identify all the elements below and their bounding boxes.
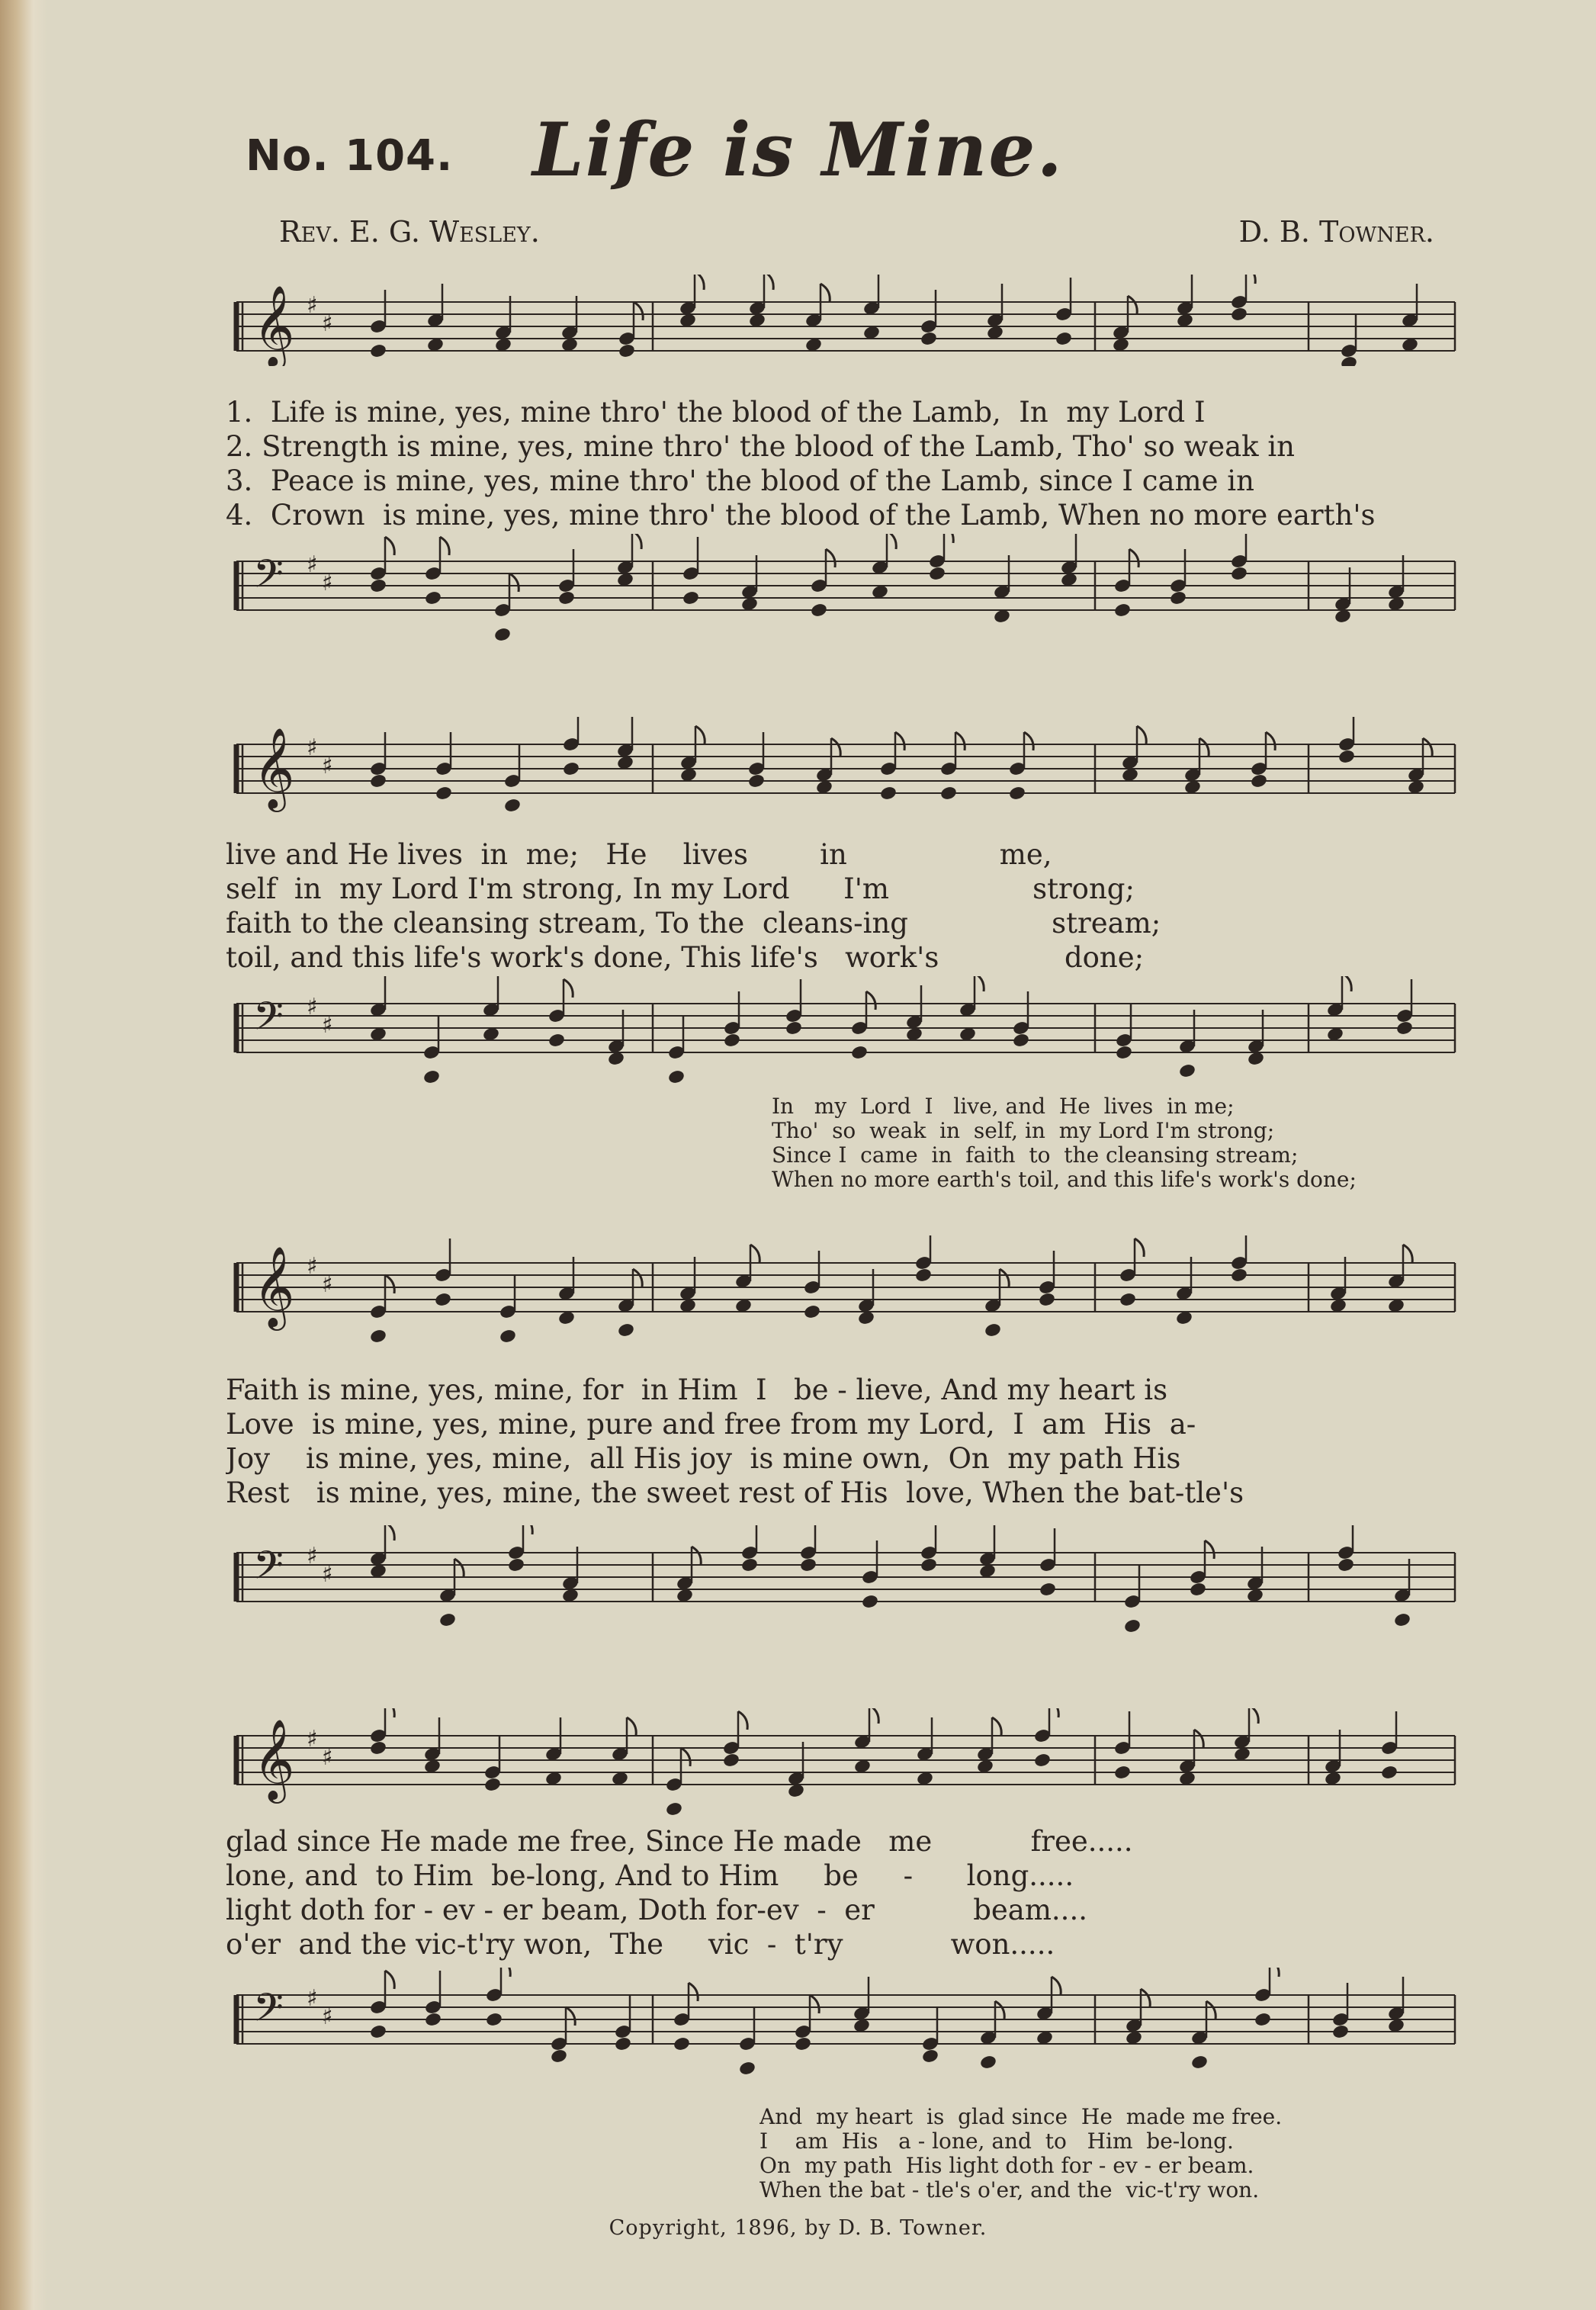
note-head: [424, 2012, 442, 2028]
note-head: [738, 2061, 756, 2077]
response-line: When no more earth's toil, and this life's work's done;: [772, 1168, 1357, 1192]
treble-staff: [226, 717, 1466, 831]
note-flag: [1000, 1269, 1009, 1287]
note-head: [920, 1557, 938, 1573]
note-flag: [509, 573, 519, 592]
note-flag: [633, 1269, 642, 1287]
note-head: [617, 1322, 635, 1338]
treble-clef-icon: 𝄞: [253, 1718, 295, 1800]
note-flag: [866, 991, 875, 1010]
note-flag: [895, 732, 904, 750]
note-head: [1038, 1292, 1056, 1308]
note-flag: [523, 1525, 532, 1534]
note-flag: [385, 537, 394, 555]
note-flag: [385, 1525, 394, 1541]
note-flag: [1049, 1708, 1058, 1717]
note-head: [1033, 1753, 1052, 1769]
note-head: [673, 2036, 691, 2052]
note-head: [483, 1777, 502, 1793]
note-head: [1230, 1267, 1248, 1284]
note-flag: [992, 1717, 1001, 1736]
note-flag: [1249, 1708, 1258, 1724]
note-head: [1012, 1033, 1030, 1049]
note-flag: [695, 726, 705, 744]
sharp-icon: ♯: [322, 310, 333, 337]
note-flag: [1137, 726, 1146, 744]
book-spine: [0, 0, 47, 2310]
note-head: [485, 2012, 503, 2028]
note-head: [1119, 1292, 1137, 1308]
note-flag: [1052, 1977, 1061, 1995]
sharp-icon: ♯: [307, 292, 318, 319]
alto-response-lyrics: [759, 2105, 1461, 2202]
note-flag: [1423, 738, 1432, 757]
note-head: [740, 1557, 759, 1573]
hymn-title: Life is Mine.: [532, 107, 1064, 193]
note-head: [879, 786, 898, 802]
note-head: [984, 1322, 1002, 1338]
sharp-icon: ♯: [307, 1253, 318, 1280]
note-head: [920, 331, 938, 347]
sharp-icon: ♯: [322, 1271, 333, 1298]
note-head: [1337, 749, 1356, 765]
response-line: In my Lord I live, and He lives in me;: [772, 1094, 1235, 1119]
note-head: [614, 2036, 632, 2052]
note-flag: [1194, 1730, 1203, 1748]
note-head: [1123, 1618, 1142, 1634]
note-head: [562, 761, 580, 777]
note-flag: [1199, 738, 1209, 757]
note-flag: [566, 2007, 575, 2026]
note-head: [722, 1753, 740, 1769]
note-flag: [750, 1245, 759, 1263]
verse-lyrics: [226, 1373, 1466, 1510]
note-flag: [826, 549, 835, 567]
note-flag: [764, 275, 773, 290]
note-flag: [1266, 732, 1275, 750]
note-flag: [501, 1968, 510, 1977]
note-flag: [1129, 549, 1138, 567]
note-flag: [440, 537, 449, 555]
note-head: [1230, 307, 1248, 323]
note-head: [438, 1612, 457, 1628]
lyric-line: glad since He made me free, Since He made me free.....: [226, 1825, 1133, 1858]
sharp-icon: ♯: [322, 2003, 333, 2030]
lyric-line: 1. Life is mine, yes, mine thro' the blood of the Lamb, In my Lord I: [226, 396, 1206, 429]
alto-response-lyrics: [772, 1094, 1463, 1192]
response-line: When the bat - tle's o'er, and the vic-t'ry won.: [759, 2178, 1260, 2202]
note-head: [747, 773, 766, 789]
response-line: On my path His light doth for - ev - er beam.: [759, 2154, 1254, 2178]
note-flag: [1205, 1541, 1214, 1559]
lyric-line: 3. Peace is mine, yes, mine thro' the blood of the Lamb, since I came in: [226, 464, 1254, 497]
sharp-icon: ♯: [322, 753, 333, 779]
note-head: [1055, 331, 1073, 347]
note-flag: [1024, 732, 1033, 750]
note-flag: [810, 1995, 819, 2013]
note-head: [723, 1033, 741, 1049]
note-head: [424, 590, 442, 606]
composer-credit: D. B. Towner.: [1238, 215, 1434, 249]
treble-clef-icon: 𝄞: [253, 727, 295, 808]
music-system-2: [226, 702, 1466, 1220]
note-head: [548, 1033, 566, 1049]
bass-clef-icon: 𝄢: [253, 1984, 284, 2040]
chorus-lyrics: [226, 837, 1466, 975]
note-head: [803, 1304, 821, 1320]
lyric-line: Joy is mine, yes, mine, all His joy is mine own, On my path His: [226, 1442, 1181, 1475]
note-head: [665, 1801, 683, 1817]
note-flag: [738, 1711, 747, 1730]
note-head: [810, 602, 828, 618]
note-head: [369, 773, 387, 789]
lyric-line: Love is mine, yes, mine, pure and free from my Lord, I am His a-: [226, 1408, 1196, 1441]
note-head: [799, 1557, 817, 1573]
music-system-3: [226, 1220, 1466, 1663]
sharp-icon: ♯: [307, 551, 318, 578]
note-flag: [887, 534, 896, 549]
note-head: [861, 1594, 879, 1610]
lyricist-credit: Rev. E. G. Wesley.: [279, 215, 540, 249]
music-system-4: [226, 1693, 1466, 2212]
lyric-line: faith to the cleansing stream, To the cleans-ing stream;: [226, 907, 1161, 940]
note-flag: [995, 2001, 1004, 2019]
note-flag: [1403, 1245, 1412, 1263]
note-head: [1190, 2055, 1209, 2071]
response-line: Since I came in faith to the cleansing stream;: [772, 1143, 1299, 1168]
note-head: [434, 1292, 452, 1308]
hymn-number: No. 104.: [246, 131, 454, 181]
note-flag: [632, 534, 641, 549]
note-head: [1250, 773, 1268, 789]
note-head: [369, 1740, 387, 1756]
note-flag: [820, 284, 830, 302]
note-flag: [1206, 2001, 1215, 2019]
note-head: [1337, 1557, 1355, 1573]
note-flag: [1128, 296, 1137, 314]
treble-staff: [226, 1235, 1466, 1350]
note-head: [435, 786, 453, 802]
sharp-icon: ♯: [322, 570, 333, 596]
note-head: [550, 2048, 568, 2064]
note-flag: [627, 1717, 636, 1736]
note-flag: [681, 1748, 690, 1766]
lyric-line: 2. Strength is mine, yes, mine thro' the blood of the Lamb, Tho' so weak in: [226, 430, 1295, 463]
note-head: [1115, 1045, 1133, 1061]
note-head: [618, 343, 636, 359]
note-head: [1113, 1765, 1132, 1781]
note-head: [794, 2036, 812, 2052]
lyric-line: 4. Crown is mine, yes, mine thro' the blood of the Lamb, When no more earth's: [226, 499, 1376, 532]
note-flag: [634, 302, 643, 320]
bass-clef-icon: 𝄢: [253, 993, 284, 1049]
note-flag: [454, 1559, 464, 1577]
note-head: [1340, 355, 1358, 366]
sharp-icon: ♯: [307, 1726, 318, 1753]
note-head: [1254, 2012, 1272, 2028]
note-head: [939, 786, 958, 802]
bass-staff: [226, 1525, 1466, 1663]
lyric-line: Faith is mine, yes, mine, for in Him I be - lieve, And my heart is: [226, 1373, 1168, 1406]
note-head: [667, 1069, 686, 1085]
note-flag: [385, 1275, 394, 1293]
note-flag: [831, 738, 840, 757]
copyright-notice: Copyright, 1896, by D. B. Towner.: [609, 2216, 987, 2240]
sharp-icon: ♯: [322, 1561, 333, 1588]
lyric-line: live and He lives in me; He lives in me,: [226, 838, 1052, 871]
response-line: Tho' so weak in self, in my Lord I'm strong;: [772, 1119, 1275, 1143]
note-flag: [1270, 1968, 1279, 1977]
note-flag: [955, 732, 965, 750]
note-head: [369, 1328, 387, 1345]
note-flag: [975, 976, 984, 991]
sharp-icon: ♯: [307, 994, 318, 1020]
note-head: [369, 578, 387, 594]
treble-clef-icon: 𝄞: [253, 284, 295, 366]
response-line: I am His a - lone, and to Him be-long.: [759, 2129, 1234, 2154]
lyric-line: light doth for - ev - er beam, Doth for-ev - er beam....: [226, 1894, 1087, 1926]
note-head: [979, 2055, 997, 2071]
note-flag: [1141, 1989, 1150, 2007]
lyric-line: o'er and the vic-t'ry won, The vic - t'ry won.....: [226, 1928, 1055, 1961]
note-head: [499, 1328, 517, 1345]
treble-staff: [226, 275, 1466, 366]
note-head: [503, 798, 522, 814]
note-head: [493, 627, 512, 643]
note-head: [1380, 1765, 1399, 1781]
note-head: [1169, 590, 1187, 606]
note-flag: [1246, 275, 1255, 284]
note-head: [1113, 602, 1132, 618]
sharp-icon: ♯: [307, 1985, 318, 2012]
note-head: [1189, 1582, 1207, 1598]
note-flag: [385, 1708, 394, 1717]
bass-staff: [226, 534, 1466, 671]
note-head: [422, 1069, 441, 1085]
note-head: [1230, 566, 1248, 582]
bass-clef-icon: 𝄢: [253, 1542, 284, 1598]
note-head: [921, 2048, 939, 2064]
lyric-line: toil, and this life's work's done, This life's work's done;: [226, 941, 1145, 974]
sharp-icon: ♯: [307, 1543, 318, 1569]
lyric-line: Rest is mine, yes, mine, the sweet rest of His love, When the bat-tle's: [226, 1476, 1244, 1509]
response-line: And my heart is glad since He made me free.: [759, 2105, 1283, 2129]
note-head: [557, 590, 576, 606]
note-head: [507, 1557, 525, 1573]
note-head: [928, 566, 946, 582]
note-head: [1393, 1612, 1411, 1628]
note-flag: [695, 275, 704, 290]
note-flag: [692, 1547, 701, 1565]
sharp-icon: ♯: [322, 1744, 333, 1771]
note-flag: [869, 1708, 878, 1724]
verse-lyrics: [226, 395, 1466, 532]
note-head: [369, 343, 387, 359]
note-head: [850, 1045, 869, 1061]
sharp-icon: ♯: [307, 734, 318, 761]
bass-clef-icon: 𝄢: [253, 551, 284, 606]
chorus-lyrics: [226, 1824, 1466, 1961]
music-system-1: [226, 259, 1466, 656]
note-flag: [564, 979, 573, 998]
note-head: [1331, 2024, 1350, 2040]
note-head: [914, 1267, 933, 1284]
sharp-icon: ♯: [322, 1012, 333, 1039]
note-flag: [1135, 1239, 1144, 1257]
note-head: [1395, 1020, 1414, 1036]
note-head: [1039, 1582, 1057, 1598]
treble-clef-icon: 𝄞: [253, 1245, 295, 1327]
bass-staff: [226, 1968, 1466, 2082]
note-head: [785, 1020, 803, 1036]
treble-staff: [226, 1708, 1466, 1823]
note-head: [682, 590, 700, 606]
note-flag: [385, 1971, 394, 1989]
note-flag: [944, 534, 953, 543]
note-flag: [1342, 976, 1351, 991]
note-flag: [689, 1983, 698, 2001]
note-head: [1008, 786, 1026, 802]
lyric-line: self in my Lord I'm strong, In my Lord I'm strong;: [226, 872, 1135, 905]
bass-staff: [226, 976, 1466, 1091]
note-head: [1178, 1063, 1196, 1079]
lyric-line: lone, and to Him be-long, And to Him be - long.....: [226, 1859, 1074, 1892]
note-head: [369, 2024, 387, 2040]
